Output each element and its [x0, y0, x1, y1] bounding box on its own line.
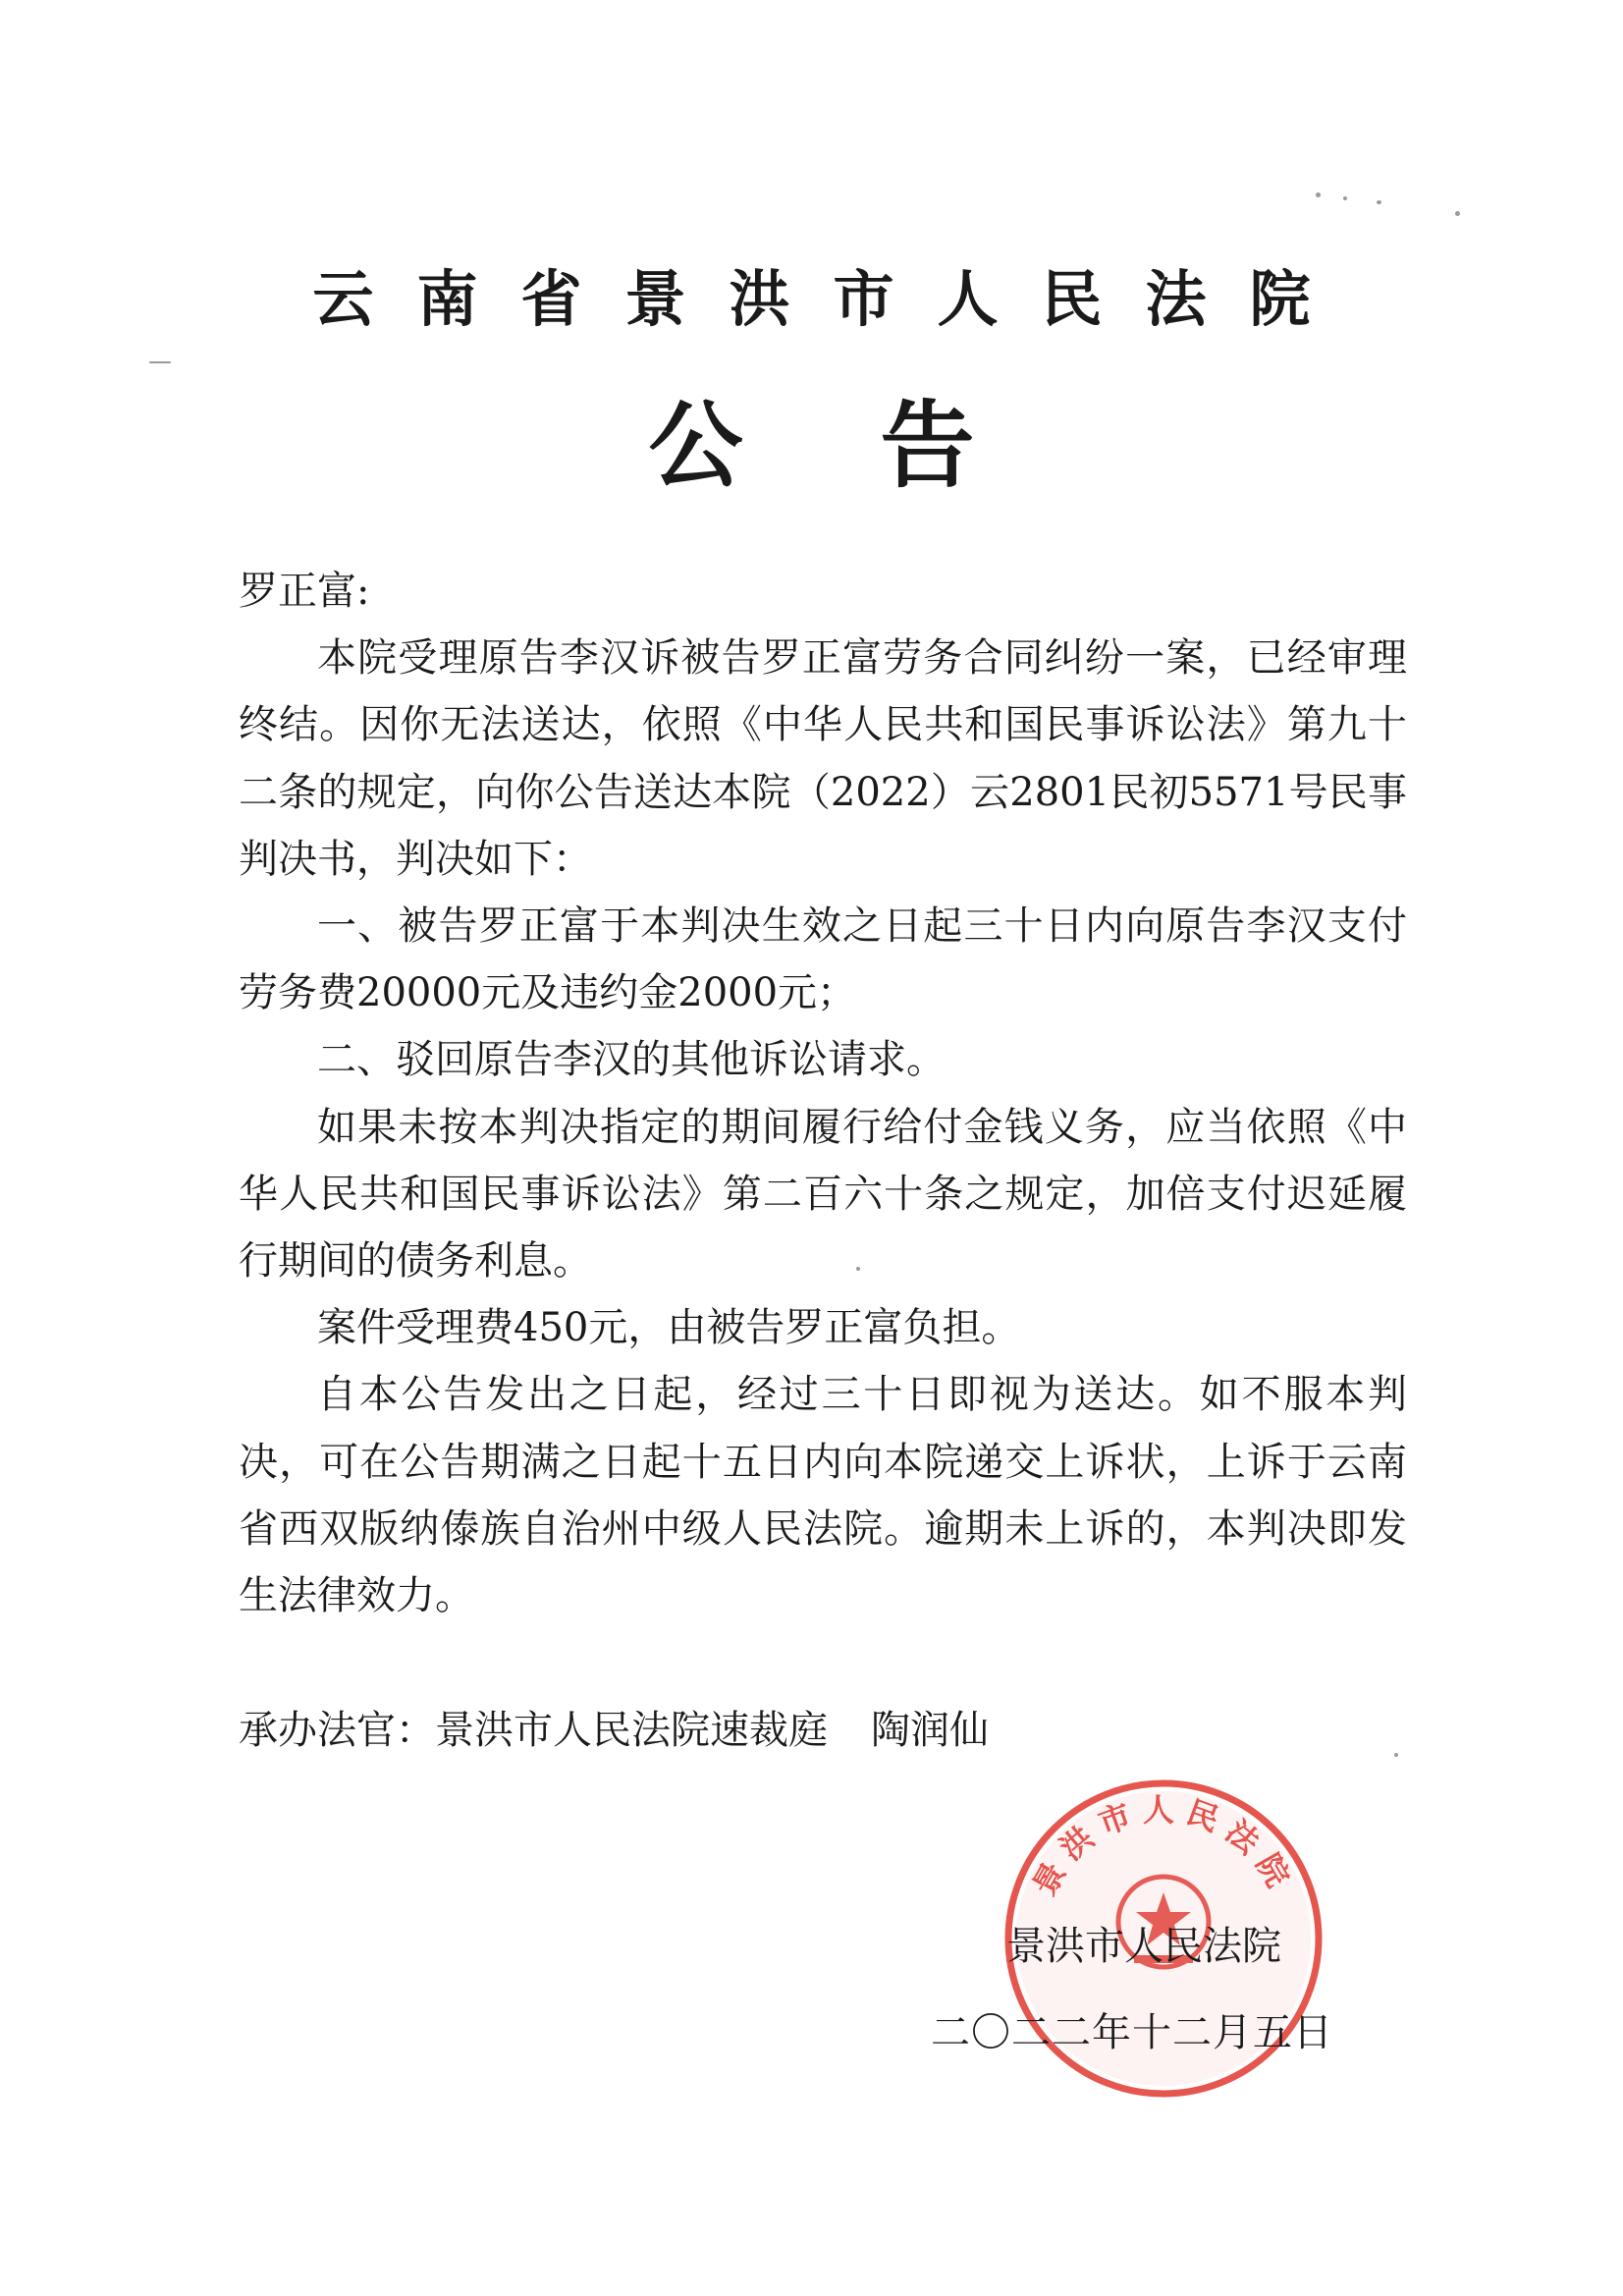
- paragraph-judgment-item-2: 二、驳回原告李汉的其他诉讼请求。: [317, 1037, 946, 1083]
- scan-speck: [1377, 200, 1381, 204]
- scan-speck: [149, 361, 171, 363]
- scan-speck: [1455, 211, 1460, 216]
- scan-speck: [1343, 196, 1347, 200]
- scan-speck: [1316, 192, 1321, 197]
- scan-speck: [856, 1267, 860, 1271]
- presiding-judge-line: [239, 1699, 989, 1755]
- signature-date: 二〇二二年十二月五日: [931, 2010, 1333, 2055]
- scan-speck: [1394, 1753, 1398, 1757]
- judge-label: 承办法官：: [239, 1708, 435, 1753]
- notice-body: [239, 558, 1407, 1629]
- paragraph-judgment-item-1: 一、被告罗正富于本判决生效之日起三十日内向原告李汉支付劳务费20000元及违约金2000元；: [239, 903, 1407, 1016]
- paragraph-case-fee: 案件受理费450元，由被告罗正富负担。: [317, 1305, 1021, 1351]
- seal-text: 景洪市人民法院: [1025, 1791, 1302, 1902]
- paragraph-case-summary: 本院受理原告李汉诉被告罗正富劳务合同纠纷一案，已经审理终结。因你无法送达，依照《中华人民共和国民事诉讼法》第九十二条的规定，向你公告送达本院（2022）云2801民初5571号民事判决书，判决如下：: [239, 635, 1407, 882]
- paragraph-service-and-appeal: 自本公告发出之日起，经过三十日即视为送达。如不服本判决，可在公告期满之日起十五日内向本院递交上诉状，上诉于云南省西双版纳傣族自治州中级人民法院。逾期未上诉的，本判决即发生法律效力。: [239, 1372, 1407, 1619]
- paragraph-late-performance: 如果未按本判决指定的期间履行给付金钱义务，应当依照《中华人民共和国民事诉讼法》第二百六十条之规定，加倍支付迟延履行期间的债务利息。: [239, 1104, 1407, 1285]
- document-type-heading: 公告: [648, 391, 1112, 501]
- addressee: 罗正富:: [239, 569, 370, 614]
- court-name-heading: 云南省景洪市人民法院: [312, 263, 1354, 335]
- signature-court: 景洪市人民法院: [1006, 1924, 1281, 1969]
- judge-division: 景洪市人民法院速裁庭: [435, 1708, 828, 1753]
- judge-name: 陶润仙: [871, 1708, 989, 1753]
